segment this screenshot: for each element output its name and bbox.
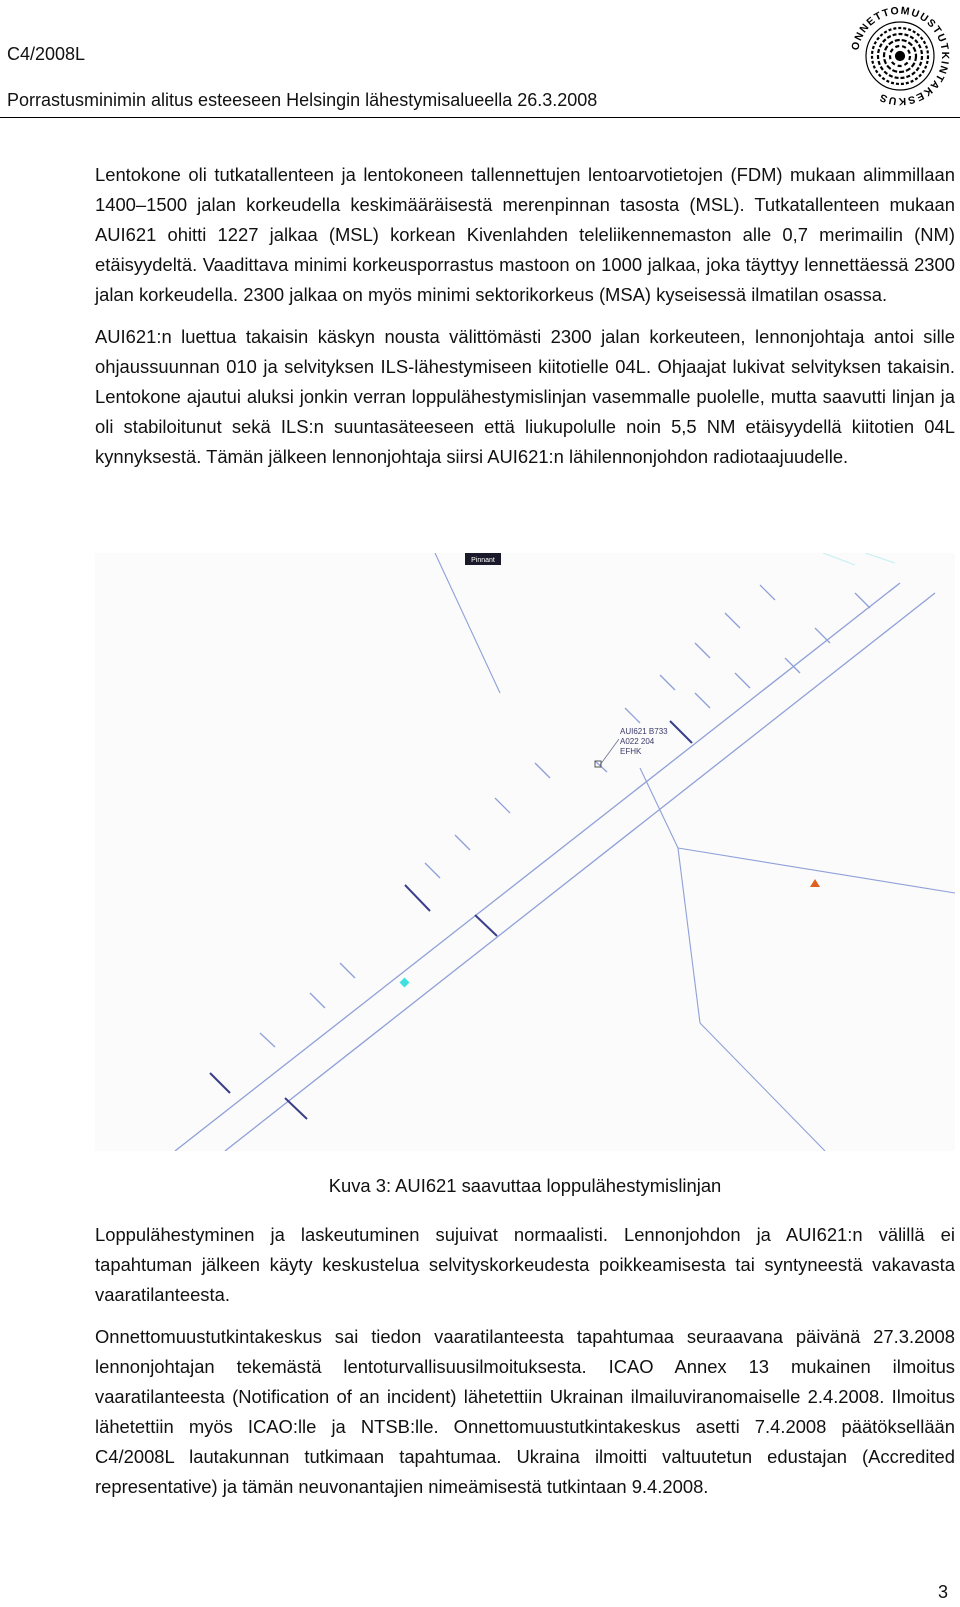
track-label-line-2: A022 204: [620, 737, 655, 746]
report-id: C4/2008L: [7, 44, 86, 64]
body-text-bottom: [95, 1220, 955, 1502]
logo-swirl: [872, 28, 928, 84]
svg-text:ONNETTOMUUSTUTKINTAKESKUS: ONNETTOMUUSTUTKINTAKESKUS: [849, 4, 952, 108]
radar-display: [95, 553, 955, 1151]
agency-logo: [844, 0, 956, 112]
label-box-text: Pinnant: [471, 557, 495, 564]
radar-background: [95, 553, 955, 1151]
track-label-line-3: EFHK: [620, 747, 642, 756]
report-title: Porrastusminimin alitus esteeseen Helsingin lähestymisalueella 26.3.2008: [7, 90, 598, 110]
paragraph-landing: Loppulähestyminen ja laskeutuminen sujuivat normaalisti. Lennonjohdon ja AUI621:n välillä ei tapahtuman jälkeen käyty keskustelua selvityskorkeudesta poikkeamisesta tai syntyneestä vakavasta vaaratilanteesta.: [95, 1224, 955, 1305]
radar-figure: [95, 553, 955, 1151]
page-header: [0, 0, 960, 118]
body-text-top: [95, 160, 955, 472]
track-label-line-1: AUI621 B733: [620, 727, 668, 736]
paragraph-investigation: Onnettomuustutkintakeskus sai tiedon vaaratilanteesta tapahtumaa seuraavana päivänä 27.3.2008 lennonjohtajan tekemästä lentoturvallisuusilmoituksesta. ICAO Annex 13 mukainen ilmoitus vaaratilanteesta (Notification of an incident) lähetettiin Ukrainan ilmailuviranomaiselle 2.4.2008. Ilmoitus lähetettiin myös ICAO:lle ja NTSB:lle. Onnettomuustutkintakeskus asetti 7.4.2008 päätöksellään C4/2008L lautakunnan tutkimaan tapahtumaa. Ukraina ilmoitti valtuutetun edustajan (Accredited representative) ja tämän neuvonantajien nimeämisestä tutkintaan 9.4.2008.: [95, 1326, 955, 1497]
header-divider: [0, 117, 960, 118]
page-number: 3: [937, 1582, 948, 1602]
paragraph-radar-altitude: Lentokone oli tutkatallenteen ja lentokoneen tallennettujen lentoarvotietojen (FDM) mukaan alimmillaan 1400–1500 jalan korkeudella keskimääräisestä merenpinnan tasosta (MSL). Tutkatallenteen mukaan AUI621 ohitti 1227 jalkaa (MSL) korkean Kivenlahden teleliikennemaston alle 0,7 merimailin (NM) etäisyydeltä. Vaadittava minimi korkeusporrastus mastoon on 1000 jalkaa, joka täyttyy lennettäessä 2300 jalan korkeudella. 2300 jalkaa on myös minimi sektorikorkeus (MSA) kyseisessä ilmatilan osassa.: [95, 164, 955, 305]
paragraph-clearance: AUI621:n luettua takaisin käskyn nousta välittömästi 2300 jalan korkeuteen, lennonjohtaja antoi sille ohjaussuunnan 010 ja selvityksen ILS-lähestymiseen kiitotielle 04L. Ohjaajat lukivat selvityksen takaisin. Lentokone ajautui aluksi jonkin verran loppulähestymislinjan vasemmalle puolelle, mutta saavutti linjan ja oli stabiloitunut sekä ILS:n suuntasäteeseen että liukupolulle noin 5,5 NM etäisyydellä kiitotien 04L kynnyksestä. Tämän jälkeen lennonjohtaja siirsi AUI621:n lähilennonjohdon radiotaajuudelle.: [95, 326, 955, 467]
figure-caption: Kuva 3: AUI621 saavuttaa loppulähestymislinjan: [328, 1175, 722, 1196]
